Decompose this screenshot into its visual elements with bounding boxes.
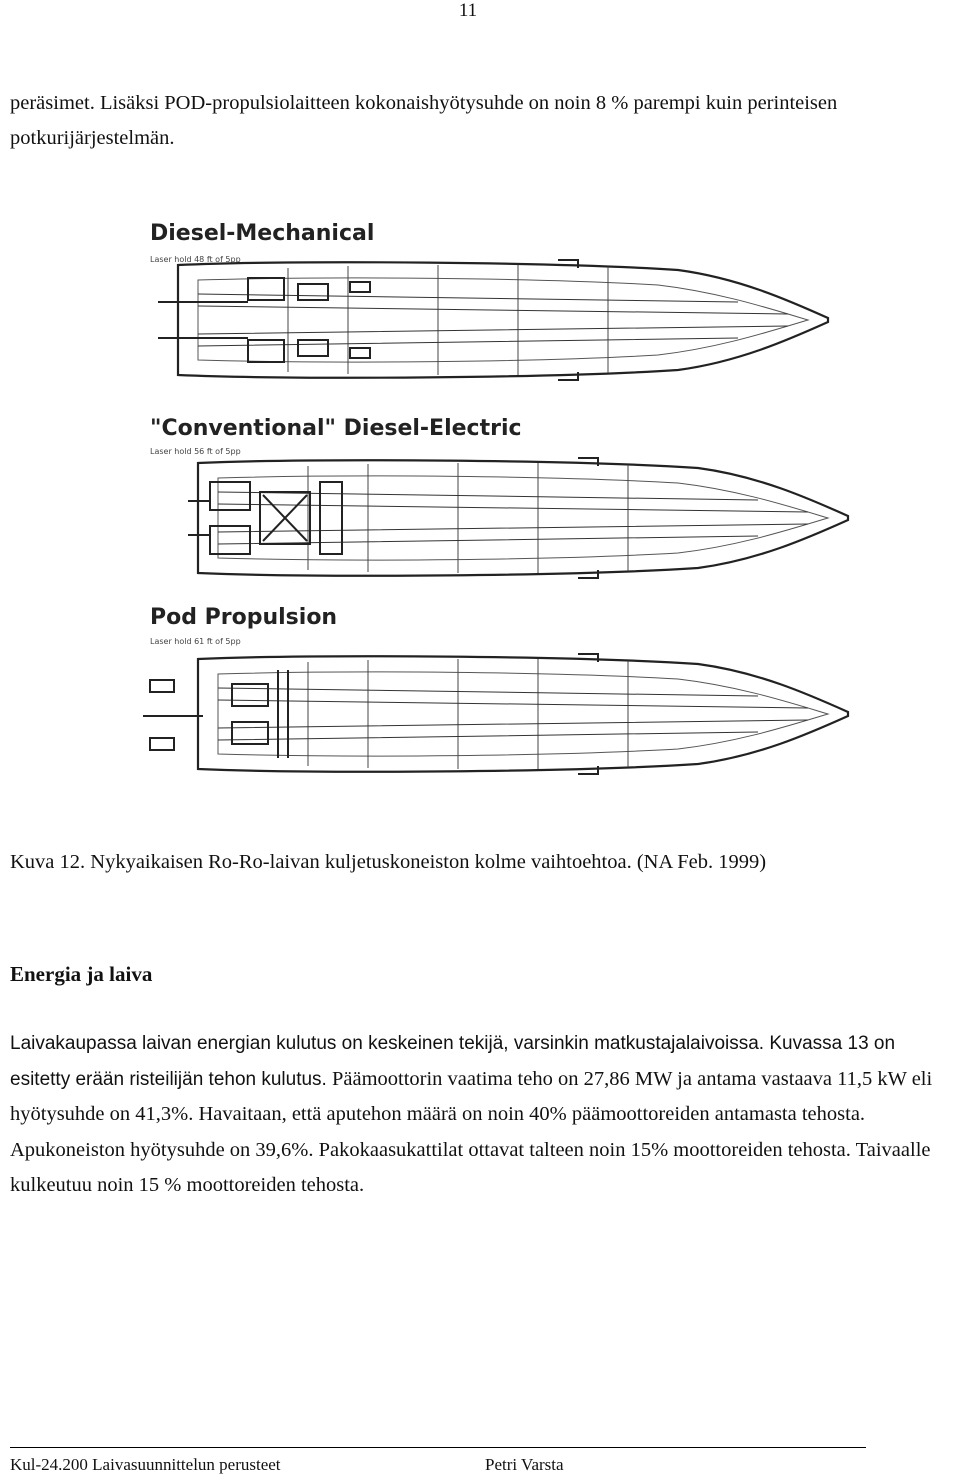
panel-subtitle: Laser hold 48 ft of 5pp — [150, 255, 241, 264]
page-number: 11 — [458, 0, 478, 21]
panel-subtitle: Laser hold 56 ft of 5pp — [150, 447, 241, 456]
figure-caption: Kuva 12. Nykyaikaisen Ro-Ro-laivan kuljetuskoneiston kolme vaihtoehtoa. (NA Feb. 1999) — [10, 851, 767, 873]
panel-conventional-diesel-electric — [150, 416, 848, 578]
intro-paragraph: peräsimet. Lisäksi POD-propulsiolaitteen kokonaishyötysuhde on noin 8 % parempi kuin perinteisen potkurijärjestelmän. — [10, 92, 838, 149]
panel-title: Diesel-Mechanical — [150, 221, 375, 246]
footer-rule — [10, 1447, 866, 1448]
body-paragraph — [10, 1026, 956, 1204]
panel-diesel-mechanical — [150, 221, 828, 380]
ship-layout-figure — [138, 192, 850, 802]
panel-title: "Conventional" Diesel-Electric — [150, 416, 522, 441]
section-heading: Energia ja laiva — [10, 962, 153, 986]
footer-author: Petri Varsta — [485, 1455, 564, 1474]
panel-subtitle: Laser hold 61 ft of 5pp — [150, 637, 241, 646]
footer-course: Kul-24.200 Laivasuunnittelun perusteet — [10, 1455, 281, 1474]
body-sentence-serif: Päämoottorin vaatima teho on 27,86 MW ja antama vastaava 11,5 kW eli hyötysuhde on 41,3%. Havaitaan, että aputehon määrä on noin 40% päämoottoreiden antamasta tehosta. Apukoneiston hyötysuhde on 39,6%. Pakokaasukattilat ottavat talteen noin 15% moottoreiden tehosta. Taivaalle kulkeutuu noin 15 % moottoreiden tehosta. — [10, 1067, 933, 1197]
body-sentence-sans: Laivakaupassa laivan energian kulutus on keskeinen tekijä, varsinkin matkustajalaivoissa. Kuvassa 13 on esitetty erään risteilijän tehon kulutus. — [10, 1033, 896, 1090]
panel-pod-propulsion — [143, 605, 848, 774]
panel-title: Pod Propulsion — [150, 605, 338, 630]
